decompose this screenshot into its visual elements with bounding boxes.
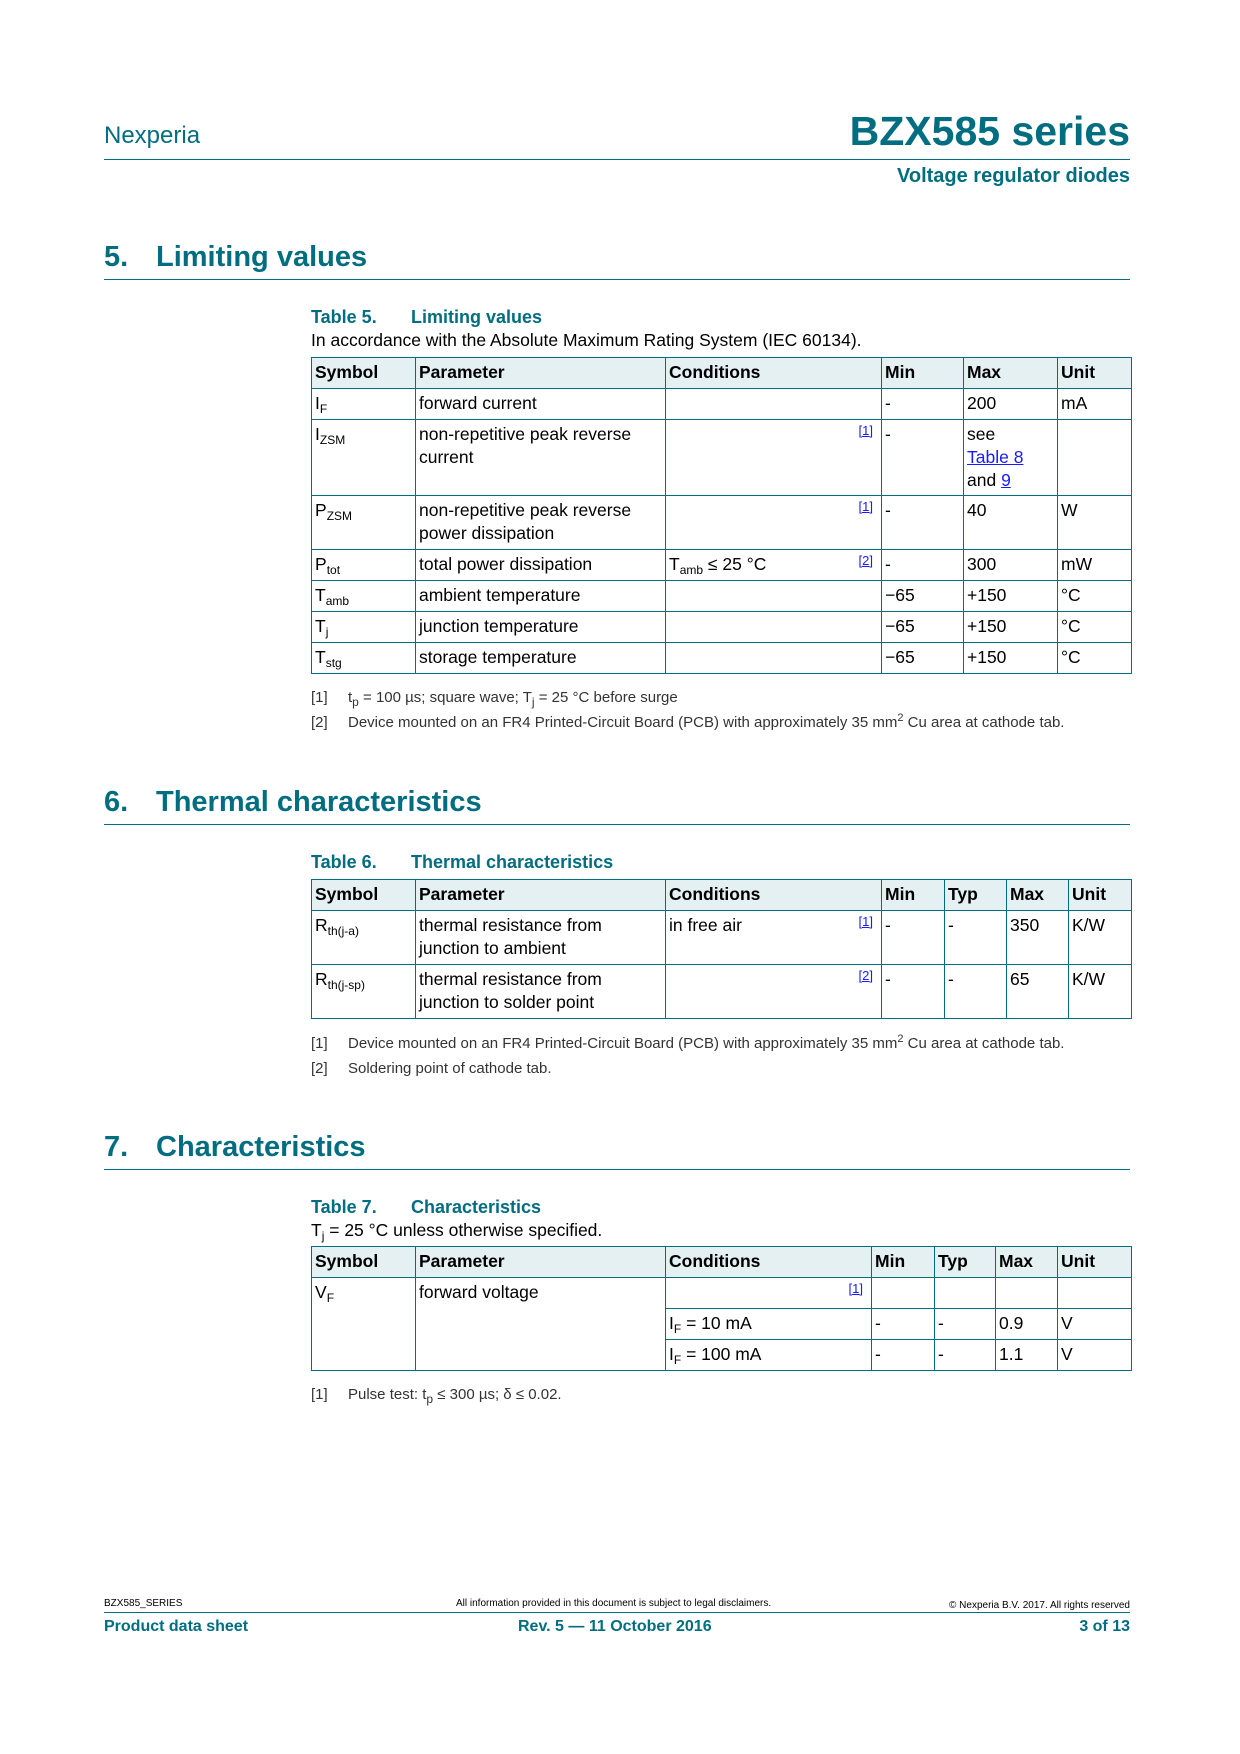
footnote: [2] Device mounted on an FR4 Printed-Circuit Board (PCB) with approximately 35 $mm^2$ Cu area at cathode tab. (311, 712, 1065, 731)
parameter-cell: thermal resistance from junction to solder point (416, 965, 666, 1019)
section-number: 7. (104, 1131, 129, 1163)
parameter-cell: total power dissipation (416, 550, 666, 581)
footnote-link[interactable]: [1] (858, 499, 873, 514)
col-header: Max (996, 1247, 1058, 1278)
unit-cell (1058, 420, 1132, 496)
typ-cell (935, 1278, 996, 1309)
col-header: Symbol (312, 358, 416, 389)
footer-divider (104, 1612, 1130, 1613)
min-cell: −65 (882, 581, 964, 612)
conditions-cell (666, 581, 882, 612)
footnote-link[interactable]: [1] (858, 423, 873, 438)
table-5-notes (311, 688, 1131, 738)
footnote: [2] Soldering point of cathode tab. (311, 1060, 552, 1077)
col-header: Parameter (416, 1247, 666, 1278)
table-label: Table 5. (311, 307, 377, 327)
parameter-cell: non-repetitive peak reverse power dissipation (416, 496, 666, 550)
col-header: Symbol (312, 1247, 416, 1278)
section-divider (104, 824, 1130, 825)
conditions-cell: $I_F = 100$ mA (666, 1340, 872, 1371)
conditions-cell (666, 496, 882, 550)
unit-cell: °C (1058, 612, 1132, 643)
table-6-thermal-characteristics (311, 879, 1132, 1019)
header-divider (104, 159, 1130, 160)
table-5-caption (311, 307, 542, 328)
section-7-heading (104, 1131, 366, 1164)
section-number: 6. (104, 786, 129, 818)
max-cell: 350 (1007, 911, 1069, 965)
table-title: Limiting values (411, 307, 543, 327)
footnote-link[interactable]: [2] (858, 968, 873, 983)
min-cell: - (882, 911, 945, 965)
conditions-cell: $I_F = 10$ mA (666, 1309, 872, 1340)
symbol-cell: $R_{th(j-sp)}$ (312, 965, 416, 1019)
min-cell: - (882, 550, 964, 581)
max-cell: see Table 8 and 9 (964, 420, 1058, 496)
section-title: Thermal characteristics (156, 786, 482, 818)
document-title: BZX585 series (849, 108, 1130, 154)
max-cell (996, 1278, 1058, 1309)
col-header: Min (882, 358, 964, 389)
footnote: [1] $t_p = 100$ µs; square wave; $T_j = 25$ °C before surge (311, 689, 678, 709)
footer-doc-type: Product data sheet (104, 1618, 249, 1635)
footnote-link[interactable]: [1] (858, 914, 873, 929)
table-row (312, 911, 1132, 965)
table-row (312, 1278, 1132, 1309)
table-row (312, 965, 1132, 1019)
footnote: [1] Pulse test: $t_p \le 300$ µs; δ ≤ 0.02. (311, 1386, 562, 1406)
parameter-cell: junction temperature (416, 612, 666, 643)
table-row (312, 420, 1132, 496)
parameter-cell: thermal resistance from junction to ambient (416, 911, 666, 965)
footnote-link[interactable]: [2] (858, 553, 873, 568)
min-cell: - (882, 965, 945, 1019)
table-6-notes (311, 1034, 1131, 1084)
unit-cell: K/W (1069, 911, 1132, 965)
table-row (312, 612, 1132, 643)
section-number: 5. (104, 241, 129, 273)
col-header: Parameter (416, 358, 666, 389)
symbol-cell: $P_{tot}$ (312, 550, 416, 581)
max-cell: 0.9 (996, 1309, 1058, 1340)
table-header-row (312, 1247, 1132, 1278)
table-5-limiting-values (311, 357, 1132, 674)
conditions-cell (666, 420, 882, 496)
min-cell: - (872, 1309, 935, 1340)
table-row (312, 496, 1132, 550)
section-divider (104, 1169, 1130, 1170)
col-header: Unit (1069, 880, 1132, 911)
max-cell: +150 (964, 581, 1058, 612)
conditions-cell (666, 389, 882, 420)
col-header: Unit (1058, 358, 1132, 389)
section-title: Limiting values (156, 241, 368, 273)
conditions-cell (666, 1278, 872, 1309)
max-cell: +150 (964, 643, 1058, 674)
table-5-subtitle: In accordance with the Absolute Maximum Rating System (IEC 60134). (311, 330, 862, 350)
max-cell: 1.1 (996, 1340, 1058, 1371)
table-9-link[interactable]: 9 (1001, 470, 1011, 490)
table-title: Thermal characteristics (411, 852, 614, 872)
min-cell: −65 (882, 612, 964, 643)
table-label: Table 7. (311, 1197, 377, 1217)
section-6-heading (104, 786, 482, 819)
conditions-cell: [1] in free air (666, 911, 882, 965)
parameter-cell: forward current (416, 389, 666, 420)
table-header-row (312, 358, 1132, 389)
table-row (312, 643, 1132, 674)
min-cell: - (882, 389, 964, 420)
min-cell: - (882, 420, 964, 496)
col-header: Symbol (312, 880, 416, 911)
brand-name: Nexperia (104, 122, 201, 149)
conditions-cell: [2] $T_{amb} \le 25$ °C (666, 550, 882, 581)
table-label: Table 6. (311, 852, 377, 872)
typ-cell: - (935, 1309, 996, 1340)
min-cell: −65 (882, 643, 964, 674)
symbol-cell: $T_{amb}$ (312, 581, 416, 612)
unit-cell: mW (1058, 550, 1132, 581)
conditions-cell (666, 643, 882, 674)
table-7-characteristics (311, 1246, 1132, 1371)
conditions-cell (666, 612, 882, 643)
max-cell: 40 (964, 496, 1058, 550)
table-7-caption (311, 1197, 541, 1218)
col-header: Conditions (666, 880, 882, 911)
symbol-cell: $I_{ZSM}$ (312, 420, 416, 496)
footer-doc-id: BZX585_SERIES (104, 1598, 183, 1609)
footnote-link[interactable]: [1] (848, 1281, 863, 1296)
parameter-cell: forward voltage (416, 1278, 666, 1371)
min-cell: - (882, 496, 964, 550)
table-header-row (312, 880, 1132, 911)
typ-cell: - (935, 1340, 996, 1371)
unit-cell: °C (1058, 643, 1132, 674)
symbol-cell: $V_F$ (312, 1278, 416, 1371)
max-cell: +150 (964, 612, 1058, 643)
parameter-cell: non-repetitive peak reverse current (416, 420, 666, 496)
symbol-cell: $P_{ZSM}$ (312, 496, 416, 550)
document-subtitle: Voltage regulator diodes (897, 165, 1130, 187)
col-header: Max (964, 358, 1058, 389)
footer-revision: Rev. 5 — 11 October 2016 (518, 1618, 712, 1635)
min-cell (872, 1278, 935, 1309)
conditions-cell (666, 965, 882, 1019)
symbol-cell: $T_{stg}$ (312, 643, 416, 674)
col-header: Typ (935, 1247, 996, 1278)
typ-cell: - (945, 965, 1007, 1019)
typ-cell: - (945, 911, 1007, 965)
unit-cell: W (1058, 496, 1132, 550)
table-row (312, 389, 1132, 420)
max-cell: 200 (964, 389, 1058, 420)
footer-disclaimer: All information provided in this document is subject to legal disclaimers. (456, 1598, 772, 1609)
table-title: Characteristics (411, 1197, 542, 1217)
symbol-cell: $I_F$ (312, 389, 416, 420)
unit-cell: °C (1058, 581, 1132, 612)
table-7-subtitle: $T_j = 25$ °C unless otherwise specified. (311, 1220, 603, 1243)
parameter-cell: storage temperature (416, 643, 666, 674)
unit-cell (1058, 1278, 1132, 1309)
unit-cell: mA (1058, 389, 1132, 420)
section-5-heading (104, 241, 367, 274)
max-cell: 65 (1007, 965, 1069, 1019)
footer-copyright: © Nexperia B.V. 2017. All rights reserved (949, 1600, 1130, 1611)
section-divider (104, 279, 1130, 280)
col-header: Min (872, 1247, 935, 1278)
footer-page-number: 3 of 13 (1079, 1618, 1130, 1635)
col-header: Conditions (666, 358, 882, 389)
col-header: Min (882, 880, 945, 911)
table-row (312, 550, 1132, 581)
unit-cell: V (1058, 1309, 1132, 1340)
table-6-caption (311, 852, 613, 873)
symbol-cell: $R_{th(j-a)}$ (312, 911, 416, 965)
table-7-notes (311, 1385, 1131, 1410)
section-title: Characteristics (156, 1131, 366, 1163)
col-header: Max (1007, 880, 1069, 911)
symbol-cell: $T_j$ (312, 612, 416, 643)
unit-cell: V (1058, 1340, 1132, 1371)
col-header: Unit (1058, 1247, 1132, 1278)
min-cell: - (872, 1340, 935, 1371)
unit-cell: K/W (1069, 965, 1132, 1019)
col-header: Typ (945, 880, 1007, 911)
table-row (312, 581, 1132, 612)
max-cell: 300 (964, 550, 1058, 581)
table-8-link[interactable]: Table 8 (967, 447, 1024, 467)
col-header: Conditions (666, 1247, 872, 1278)
parameter-cell: ambient temperature (416, 581, 666, 612)
footnote: [1] Device mounted on an FR4 Printed-Circuit Board (PCB) with approximately 35 $mm^2$ Cu area at cathode tab. (311, 1033, 1065, 1052)
col-header: Parameter (416, 880, 666, 911)
